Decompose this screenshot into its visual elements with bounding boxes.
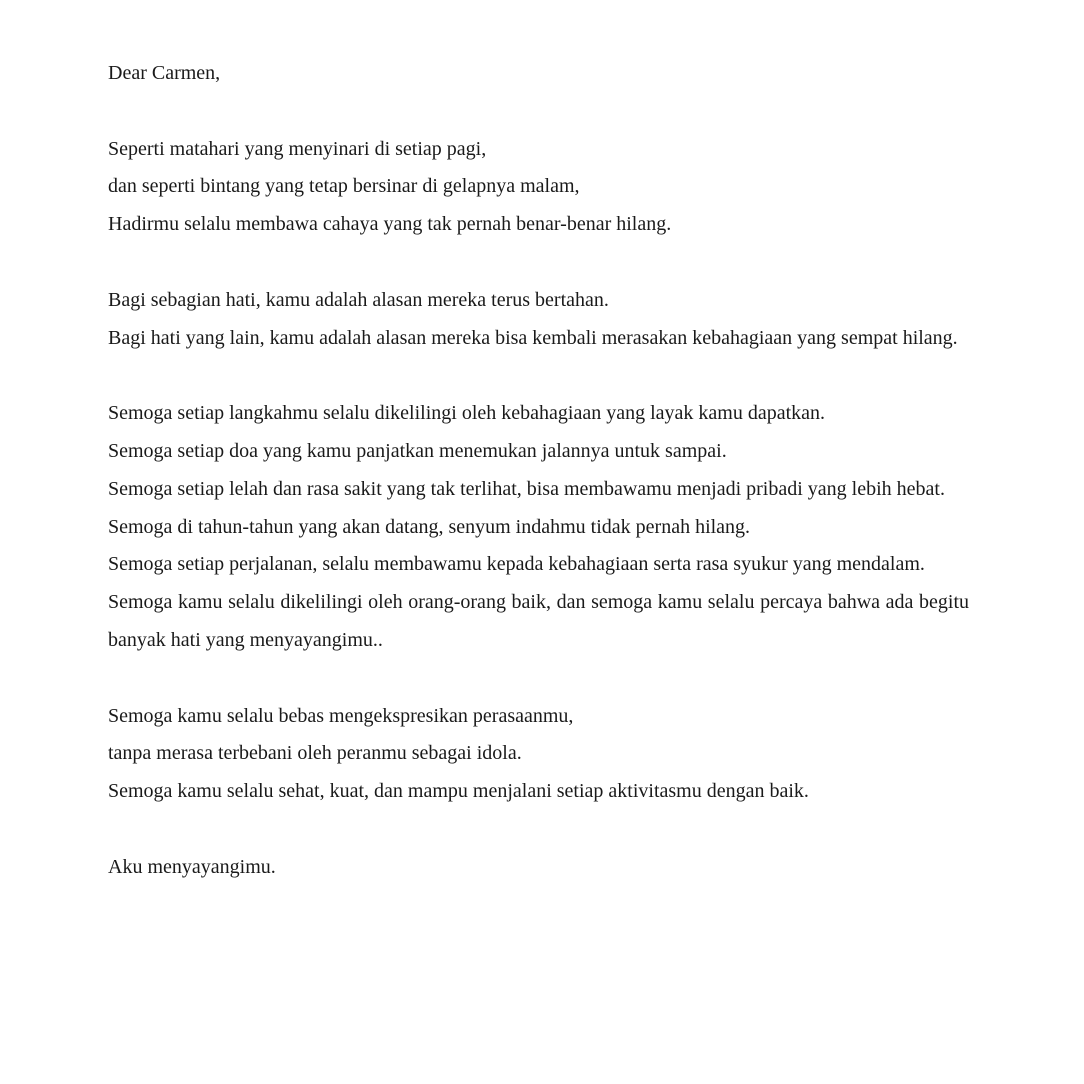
stanza-4-line-3: Semoga kamu selalu sehat, kuat, dan mampu menjalani setiap aktivitasmu dengan baik. xyxy=(108,780,809,803)
stanza-3-line-3: Semoga setiap lelah dan rasa sakit yang tak terlihat, bisa membawamu menjadi pribadi yang lebih hebat. xyxy=(108,477,945,500)
stanza-3 xyxy=(108,395,969,660)
stanza-3-line-4: Semoga di tahun-tahun yang akan datang, senyum indahmu tidak pernah hilang. xyxy=(108,515,751,538)
stanza-4-line-2: tanpa merasa terbebani oleh peranmu sebagai idola. xyxy=(108,742,522,765)
paragraph-gap xyxy=(108,93,969,131)
stanza-3-line-1: Semoga setiap langkahmu selalu dikelilingi oleh kebahagiaan yang layak kamu dapatkan. xyxy=(108,402,826,425)
stanza-2-line-1: Bagi sebagian hati, kamu adalah alasan mereka terus bertahan. xyxy=(108,288,609,311)
stanza-3-line-6: Semoga kamu selalu dikelilingi oleh orang-orang baik, dan semoga kamu selalu percaya bahwa ada begitu banyak hati yang menyayangimu.. xyxy=(108,591,969,651)
stanza-1-line-3: Hadirmu selalu membawa cahaya yang tak pernah benar-benar hilang. xyxy=(108,213,672,236)
paragraph-gap xyxy=(108,244,969,282)
closing: Aku menyayangimu. xyxy=(108,855,276,878)
greeting: Dear Carmen, xyxy=(108,62,221,84)
stanza-1 xyxy=(108,131,969,244)
stanza-4-line-1: Semoga kamu selalu bebas mengekspresikan perasaanmu, xyxy=(108,704,574,727)
stanza-3-line-5: Semoga setiap perjalanan, selalu membawamu kepada kebahagiaan serta rasa syukur yang mendalam. xyxy=(108,553,925,576)
letter-page xyxy=(108,55,969,887)
stanza-4 xyxy=(108,698,969,811)
stanza-2 xyxy=(108,282,969,358)
stanza-2-line-2: Bagi hati yang lain, kamu adalah alasan mereka bisa kembali merasakan kebahagiaan yang sempat hilang. xyxy=(108,326,958,349)
stanza-1-line-1: Seperti matahari yang menyinari di setiap pagi, xyxy=(108,137,487,160)
stanza-3-line-2: Semoga setiap doa yang kamu panjatkan menemukan jalannya untuk sampai. xyxy=(108,439,727,462)
paragraph-gap xyxy=(108,357,969,395)
paragraph-gap xyxy=(108,811,969,849)
paragraph-gap xyxy=(108,660,969,698)
stanza-1-line-2: dan seperti bintang yang tetap bersinar di gelapnya malam, xyxy=(108,175,580,198)
